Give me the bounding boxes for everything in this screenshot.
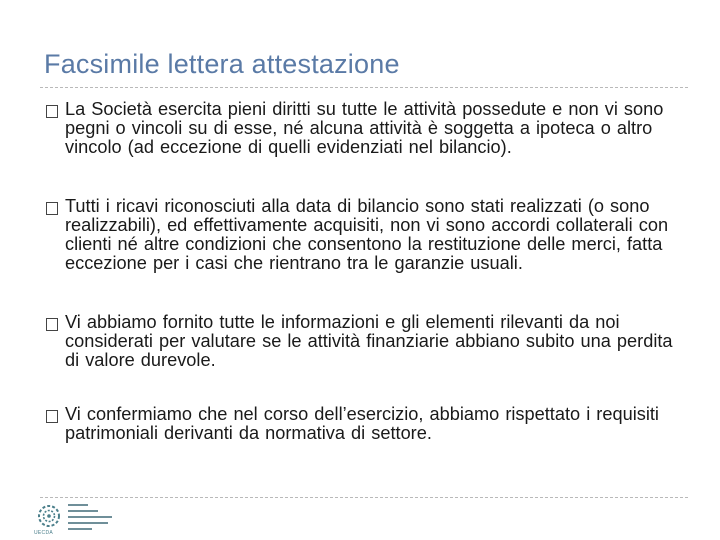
bullet-text: La Società esercita pieni diritti su tutte le attività possedute e non vi sono pegni o vincoli su di esse, né alcuna attività è soggetta a ipoteca o altro vincolo (ad eccezione di quelli evidenziati nel bilancio). bbox=[65, 99, 664, 157]
bullet-box-icon bbox=[46, 318, 58, 331]
logo-circle-icon bbox=[36, 503, 62, 529]
slide-title: Facsimile lettera attestazione bbox=[44, 49, 400, 79]
bullet-box-icon bbox=[46, 410, 58, 423]
list-item bbox=[46, 197, 690, 273]
logo-text-lines bbox=[68, 504, 116, 534]
footer-divider bbox=[40, 497, 688, 498]
title-divider bbox=[40, 87, 688, 88]
bullet-box-icon bbox=[46, 105, 58, 118]
bullet-text: Vi confermiamo che nel corso dell’esercizio, abbiamo rispettato i requisiti patrimoniali derivanti da normativa di settore. bbox=[65, 404, 659, 443]
logo-caption: UECDA bbox=[34, 530, 54, 536]
list-item bbox=[46, 100, 690, 157]
list-item bbox=[46, 313, 690, 370]
bullet-box-icon bbox=[46, 202, 58, 215]
bullet-list bbox=[46, 100, 690, 483]
list-item bbox=[46, 405, 690, 443]
bullet-text: Vi abbiamo fornito tutte le informazioni e gli elementi rilevanti da noi considerati per valutare se le attività finanziarie abbiano subito una perdita di valore durevole. bbox=[65, 312, 673, 370]
bullet-text: Tutti i ricavi riconosciuti alla data di bilancio sono stati realizzati (o sono realizzabili), ed effettivamente acquisiti, non vi sono accordi collaterali con clienti né altre condizioni che consentono la restituzione delle merci, fatta eccezione per i casi che rientrano tra le garanzie usuali. bbox=[65, 196, 669, 273]
organization-logo bbox=[32, 503, 122, 537]
